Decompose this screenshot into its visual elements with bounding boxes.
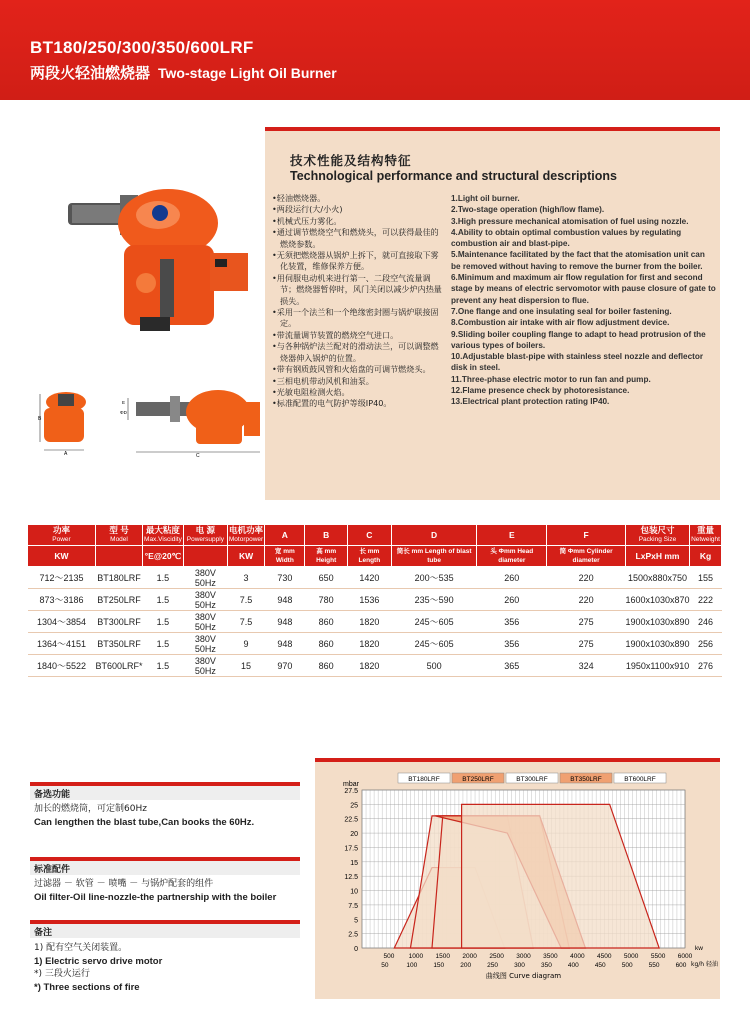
notes-line: *) Three sections of fire <box>34 982 140 993</box>
table-cell: 235～590 <box>391 589 477 611</box>
table-cell: 500 <box>391 655 477 677</box>
x-tick-label-kw: 5000 <box>623 953 639 960</box>
col-subheader: 高 mm Height <box>305 546 347 567</box>
x-tick-label-kg: 150 <box>433 962 445 969</box>
table-cell: 1536 <box>347 589 391 611</box>
y-tick-label: 20 <box>350 831 358 839</box>
col-subheader: Kg <box>690 546 722 567</box>
standard-en: Oil filter-Oil line-nozzle-the partnership with the boiler <box>34 892 277 903</box>
y-tick-label: 15 <box>350 859 358 867</box>
table-cell: 260 <box>477 589 547 611</box>
table-cell: BT600LRF* <box>96 655 143 677</box>
legend-label: BT250LRF <box>462 776 494 783</box>
table-cell: 948 <box>265 611 305 633</box>
x-tick-label-kw: 500 <box>383 953 395 960</box>
dim-e-label: E <box>122 400 126 405</box>
y-tick-label: 12.5 <box>344 874 358 882</box>
table-cell: 275 <box>547 633 626 655</box>
table-cell: 860 <box>305 611 347 633</box>
table-cell: 245～605 <box>391 633 477 655</box>
dim-a-label: A <box>64 451 68 456</box>
table-cell: 380V 50Hz <box>183 611 227 633</box>
dim-b-label: B <box>38 416 42 422</box>
burner-front-drawing <box>38 388 98 456</box>
feature-cn-item: •两段运行(大/小火) <box>272 204 343 215</box>
table-cell: 1600x1030x870 <box>625 589 689 611</box>
col-header: C <box>347 525 391 546</box>
col-header: 电 源 Powersupply <box>183 525 227 546</box>
features-title-cn: 技术性能及结构特征 <box>290 153 412 168</box>
table-cell: 1820 <box>347 633 391 655</box>
table-cell: 1304～3854 <box>28 611 96 633</box>
table-cell: 15 <box>227 655 264 677</box>
col-subheader: °E@20℃ <box>143 546 184 567</box>
models-title: BT180/250/300/350/600LRF <box>30 38 254 57</box>
feature-cn-item: •光敏电阻检测火焰。 <box>272 386 350 397</box>
x-tick-label-kg: 600 <box>675 962 687 969</box>
table-row <box>28 567 722 589</box>
x-tick-label-kw: 1000 <box>408 953 424 960</box>
table-cell: 7.5 <box>227 611 264 633</box>
legend-label: BT180LRF <box>408 776 440 783</box>
burner-photo <box>60 175 260 345</box>
y-tick-label: 0 <box>354 946 358 953</box>
notes-header <box>30 920 300 938</box>
col-header: 重量 Netweight <box>690 525 722 546</box>
notes-line: 1) Electric servo drive motor <box>34 956 163 967</box>
col-header: B <box>305 525 347 546</box>
table-cell: 1820 <box>347 611 391 633</box>
x-tick-label-kg: 550 <box>648 962 660 969</box>
table-cell: 1.5 <box>143 611 184 633</box>
feature-en-item: 1.Light oil burner. <box>451 194 520 203</box>
col-header: 功率 Power <box>28 525 96 546</box>
table-cell: 200～535 <box>391 567 477 589</box>
col-header: 最大粘度 Max.Viscidity <box>143 525 184 546</box>
col-subheader: KW <box>28 546 96 567</box>
table-cell: 256 <box>690 633 722 655</box>
feature-cn-item: •采用一个法兰和一个绝缘密封圈与锅炉联接固定。 <box>272 307 439 329</box>
y-tick-label: 5 <box>354 917 358 925</box>
product-title <box>30 62 337 83</box>
options-header <box>30 782 300 800</box>
table-cell: 380V 50Hz <box>183 567 227 589</box>
table-cell: 1900x1030x890 <box>625 611 689 633</box>
table-cell: 1840～5522 <box>28 655 96 677</box>
feature-cn-item: •通过调节燃烧空气和燃烧头，可以获得最佳的燃烧参数。 <box>272 227 439 249</box>
features-title-en: Technological performance and structural descriptions <box>290 169 617 183</box>
x-tick-label-kg: 200 <box>460 962 472 969</box>
col-subheader <box>183 546 227 567</box>
col-header: D <box>391 525 477 546</box>
table-cell: 1950x1100x910 <box>625 655 689 677</box>
col-subheader: 筒 Φmm Cylinder diameter <box>547 546 626 567</box>
x-tick-label-kw: 1500 <box>435 953 450 960</box>
table-cell: 356 <box>477 633 547 655</box>
feature-en-item: 13.Electrical plant protection rating IP40. <box>451 397 610 407</box>
table-cell: 1.5 <box>143 633 184 655</box>
table-cell: 712～2135 <box>28 567 96 589</box>
x-axis-label-kg: kg/h 轻油 <box>691 961 719 968</box>
feature-en-item: 8.Combustion air intake with air flow adjustment device. <box>451 318 670 328</box>
table-cell: 948 <box>265 589 305 611</box>
table-cell: 275 <box>547 611 626 633</box>
y-tick-label: 25 <box>350 802 358 810</box>
table-cell: 356 <box>477 611 547 633</box>
notes-line: *) 三段火运行 <box>34 969 90 979</box>
table-cell: 948 <box>265 633 305 655</box>
standard-title: 标准配件 <box>34 865 71 875</box>
table-cell: BT180LRF <box>96 567 143 589</box>
table-cell: 155 <box>690 567 722 589</box>
table-cell: 970 <box>265 655 305 677</box>
table-cell: 222 <box>690 589 722 611</box>
x-tick-label-kg: 50 <box>381 962 389 969</box>
table-cell: BT250LRF <box>96 589 143 611</box>
table-cell: 1420 <box>347 567 391 589</box>
options-title: 备选功能 <box>34 790 71 800</box>
options-text <box>34 803 254 829</box>
burner-side-drawing <box>120 388 265 458</box>
dim-d-label: ΦD <box>120 410 127 415</box>
col-subheader: 长 mm Length <box>347 546 391 567</box>
table-cell: 245～605 <box>391 611 477 633</box>
feature-cn-item: •标准配置的电气防护等级IP40。 <box>272 398 392 409</box>
table-cell: 365 <box>477 655 547 677</box>
notes-text <box>34 942 162 994</box>
product-title-en: Two-stage Light Oil Burner <box>158 65 337 81</box>
spec-table <box>27 524 722 677</box>
table-cell: 1.5 <box>143 655 184 677</box>
table-cell: 7.5 <box>227 589 264 611</box>
feature-en-item: 10.Adjustable blast-pipe with stainless steel nozzle and deflector disk in steel. <box>451 352 704 373</box>
x-tick-label-kg: 450 <box>594 962 606 969</box>
feature-cn-item: •无须把燃烧器从锅炉上拆下，就可直接取下雾化装置，维修保养方便。 <box>272 250 439 272</box>
col-subheader: LxPxH mm <box>625 546 689 567</box>
table-cell: 780 <box>305 589 347 611</box>
legend-label: BT300LRF <box>516 776 548 783</box>
x-axis-label-kw: kw <box>695 945 703 952</box>
col-header: E <box>477 525 547 546</box>
table-cell: 730 <box>265 567 305 589</box>
table-cell: 1.5 <box>143 567 184 589</box>
standard-cn: 过滤器 － 软管 － 喷嘴 － 与锅炉配套的组件 <box>34 879 214 889</box>
table-cell: 380V 50Hz <box>183 589 227 611</box>
table-cell: 1900x1030x890 <box>625 633 689 655</box>
curve-diagram <box>315 762 720 999</box>
table-row <box>28 633 722 655</box>
x-tick-label-kw: 4000 <box>570 953 585 960</box>
standard-text <box>34 878 276 904</box>
x-tick-label-kg: 350 <box>540 962 552 969</box>
feature-en-item: 2.Two-stage operation (high/low flame). <box>451 205 605 215</box>
dim-c-label: C <box>196 453 200 458</box>
table-cell: 380V 50Hz <box>183 655 227 677</box>
page-header <box>0 0 750 100</box>
y-tick-label: 27.5 <box>344 788 358 795</box>
legend-label: BT350LRF <box>570 776 602 783</box>
y-tick-label: 2.5 <box>348 931 358 939</box>
table-cell: 1.5 <box>143 589 184 611</box>
feature-en-item: 9.Sliding boiler coupling flange to adapt to head protrusion of the various types of boilers. <box>451 329 706 350</box>
col-header: A <box>265 525 305 546</box>
x-tick-label-kw: 3500 <box>543 953 558 960</box>
feature-en-item: 7.One flange and one insulating seal for boiler fastening. <box>451 306 672 316</box>
feature-en-item: 12.Flame presence check by photoresistance. <box>451 386 630 396</box>
table-cell: 380V 50Hz <box>183 633 227 655</box>
x-tick-label-kw: 5500 <box>650 953 666 960</box>
legend-label: BT600LRF <box>624 776 656 783</box>
features-list-cn <box>272 193 444 410</box>
col-header: F <box>547 525 626 546</box>
x-tick-label-kw: 2000 <box>462 953 477 960</box>
y-axis-label: mbar <box>343 781 359 788</box>
col-header: 电机功率 Motorpower <box>227 525 264 546</box>
table-cell: 860 <box>305 633 347 655</box>
x-tick-label-kg: 400 <box>567 962 579 969</box>
feature-cn-item: •带流量调节装置的燃烧空气进口。 <box>272 329 399 340</box>
product-title-cn: 两段火轻油燃烧器 <box>30 64 151 82</box>
y-tick-label: 17.5 <box>344 845 358 853</box>
col-subheader: KW <box>227 546 264 567</box>
options-en: Can lengthen the blast tube,Can books the 60Hz. <box>34 817 255 828</box>
col-subheader <box>96 546 143 567</box>
table-cell: 9 <box>227 633 264 655</box>
feature-cn-item: •带有钢质鼓风管和火焰盘的可调节燃烧头。 <box>272 364 431 375</box>
table-subheader-row <box>28 546 722 567</box>
x-tick-label-kg: 250 <box>487 962 499 969</box>
x-tick-label-kg: 100 <box>406 962 418 969</box>
x-tick-label-kw: 3000 <box>516 953 531 960</box>
chart-caption: 曲线图 Curve diagram <box>485 972 562 980</box>
table-row <box>28 655 722 677</box>
feature-en-item: 3.High pressure mechanical atomisation of fuel using nozzle. <box>451 216 689 226</box>
table-cell: 246 <box>690 611 722 633</box>
table-row <box>28 589 722 611</box>
y-tick-label: 22.5 <box>344 816 358 824</box>
table-cell: 220 <box>547 589 626 611</box>
standard-header <box>30 857 300 875</box>
table-cell: 1820 <box>347 655 391 677</box>
table-cell: 1500x880x750 <box>625 567 689 589</box>
table-cell: 260 <box>477 567 547 589</box>
feature-en-item: 5.Maintenance facilitated by the fact that the atomisation unit can be removed without having to remove the burner from the boiler. <box>451 250 705 271</box>
options-cn: 加长的燃烧筒，可定制60Hz <box>34 804 147 814</box>
feature-cn-item: •用伺服电动机来进行第一、二段空气流量调节；燃烧器暂停时，风门关闭以减少炉内热量损失。 <box>272 272 442 306</box>
y-tick-label: 7.5 <box>348 902 358 910</box>
y-tick-label: 10 <box>350 888 358 896</box>
table-cell: 1364～4151 <box>28 633 96 655</box>
table-cell: 276 <box>690 655 722 677</box>
x-tick-label-kw: 6000 <box>677 953 693 960</box>
notes-title: 备注 <box>34 928 53 938</box>
notes-line: 1) 配有空气关闭装置。 <box>34 943 128 953</box>
col-subheader: 筒长 mm Length of blast tube <box>391 546 477 567</box>
feature-cn-item: •轻油燃烧器。 <box>272 193 326 203</box>
feature-en-item: 4.Ability to obtain optimal combustion values by regulating combustion air and blast-pipe. <box>451 227 682 249</box>
table-header-row <box>28 525 722 546</box>
features-list-en <box>451 193 716 408</box>
x-tick-label-kw: 2500 <box>489 953 504 960</box>
table-cell: 873～3186 <box>28 589 96 611</box>
feature-cn-item: •三相电机带动风机和油泵。 <box>272 375 374 386</box>
col-subheader: 宽 mm Width <box>265 546 305 567</box>
x-tick-label-kg: 300 <box>514 962 525 969</box>
x-tick-label-kw: 4500 <box>597 953 612 960</box>
col-header: 型 号 Model <box>96 525 143 546</box>
col-subheader: 头 Φmm Head diameter <box>477 546 547 567</box>
x-tick-label-kg: 500 <box>621 962 633 969</box>
table-cell: 3 <box>227 567 264 589</box>
feature-en-item: 11.Three-phase electric motor to run fan and pump. <box>451 374 651 384</box>
table-row <box>28 611 722 633</box>
table-cell: 220 <box>547 567 626 589</box>
feature-cn-item: •与各种锅炉法兰配对的滑动法兰，可以调整燃烧器伸入锅炉的位置。 <box>272 341 439 363</box>
col-header: 包装尺寸 Packing Size <box>625 525 689 546</box>
table-cell: 650 <box>305 567 347 589</box>
table-cell: BT350LRF <box>96 633 143 655</box>
feature-en-item: 6.Minimum and maximum air flow regulation for first and second stage by means of electric servomotor with pause closure of gate to prevent any heat dispersion to flue. <box>451 273 716 305</box>
table-cell: BT300LRF <box>96 611 143 633</box>
table-cell: 860 <box>305 655 347 677</box>
table-cell: 324 <box>547 655 626 677</box>
feature-cn-item: •机械式压力雾化。 <box>272 215 342 226</box>
